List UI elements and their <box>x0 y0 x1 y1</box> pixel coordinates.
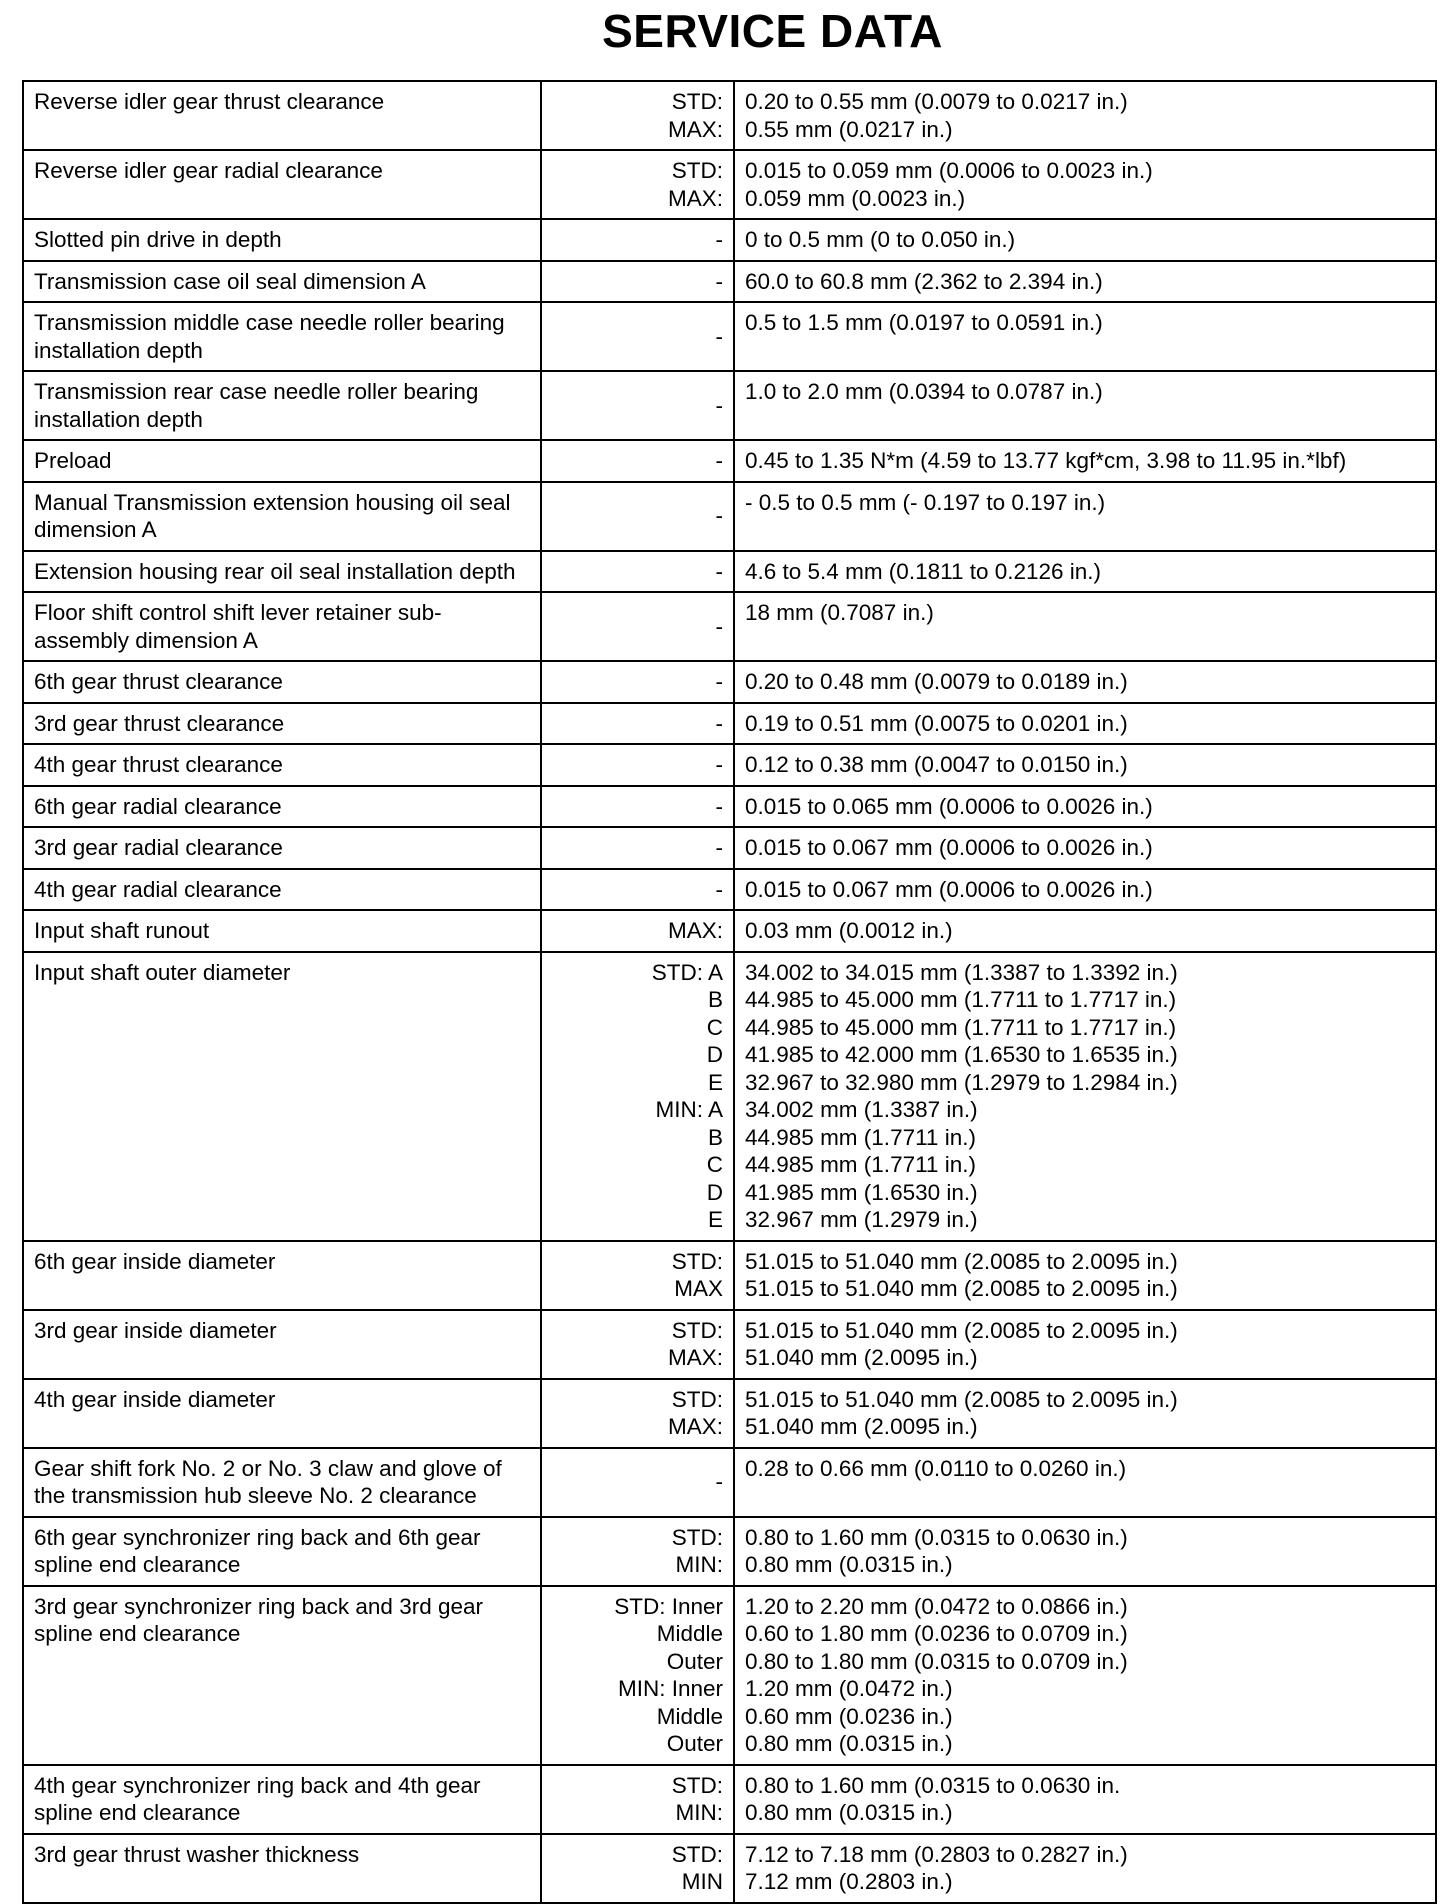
table-row <box>23 371 1436 440</box>
spec-value-cell <box>734 827 1436 869</box>
spec-value: 0.45 to 1.35 N*m (4.59 to 13.77 kgf*cm, 3.98 to 11.95 in.*lbf) <box>745 448 1347 473</box>
spec-value: 7.12 to 7.18 mm (0.2803 to 0.2827 in.) <box>745 1841 1128 1867</box>
spec-value: 0.80 mm (0.0315 in.) <box>745 1552 953 1577</box>
spec-value: 44.985 mm (1.7711 in.) <box>745 1152 976 1177</box>
table-row <box>23 910 1436 952</box>
spec-qualifier: Middle <box>656 1621 723 1646</box>
spec-item: Gear shift fork No. 2 or No. 3 claw and glove of the transmission hub sleeve No. 2 clearance <box>23 1448 541 1517</box>
spec-value: 0.80 to 1.60 mm (0.0315 to 0.0630 in.) <box>745 1524 1128 1550</box>
spec-item: Floor shift control shift lever retainer sub-assembly dimension A <box>23 592 541 661</box>
spec-qualifier: E <box>707 1069 723 1095</box>
spec-value: 41.985 to 42.000 mm (1.6530 to 1.6535 in.) <box>745 1042 1178 1067</box>
spec-value: 0.80 mm (0.0315 in.) <box>745 1731 953 1756</box>
table-row <box>23 1310 1436 1379</box>
spec-value-cell <box>734 81 1436 150</box>
spec-value: 0.015 to 0.065 mm (0.0006 to 0.0026 in.) <box>745 793 1153 819</box>
spec-qualifier: MAX: <box>667 1345 723 1370</box>
spec-value: 51.015 to 51.040 mm (2.0085 to 2.0095 in.) <box>745 1276 1178 1301</box>
spec-value: 0.60 to 1.80 mm (0.0236 to 0.0709 in.) <box>745 1621 1128 1646</box>
spec-value: 51.015 to 51.040 mm (2.0085 to 2.0095 in.) <box>745 1317 1178 1343</box>
table-row <box>23 1241 1436 1310</box>
spec-item: Input shaft runout <box>23 910 541 952</box>
spec-qualifier-cell <box>541 952 734 1241</box>
spec-qualifier: B <box>707 1124 723 1150</box>
spec-qualifier: - <box>715 669 723 694</box>
spec-value-cell <box>734 150 1436 219</box>
spec-value: 0.059 mm (0.0023 in.) <box>745 185 966 211</box>
spec-value: 0.015 to 0.067 mm (0.0006 to 0.0026 in.) <box>745 876 1153 902</box>
spec-value: 0.80 to 1.60 mm (0.0315 to 0.0630 in. <box>745 1772 1121 1798</box>
spec-value: 34.002 mm (1.3387 in.) <box>745 1097 978 1122</box>
spec-item: Preload <box>23 440 541 482</box>
spec-qualifier-cell <box>541 302 734 371</box>
spec-qualifier: STD: Inner <box>614 1593 723 1619</box>
table-row <box>23 81 1436 150</box>
spec-qualifier: C <box>706 1152 723 1177</box>
spec-qualifier-cell <box>541 1517 734 1586</box>
spec-qualifier: D <box>706 1179 723 1205</box>
spec-value: 0.03 mm (0.0012 in.) <box>745 918 953 943</box>
spec-qualifier-cell <box>541 869 734 911</box>
spec-value: 0.80 to 1.80 mm (0.0315 to 0.0709 in.) <box>745 1648 1128 1674</box>
spec-value: 0.5 to 1.5 mm (0.0197 to 0.0591 in.) <box>745 310 1103 335</box>
spec-qualifier: - <box>715 268 723 294</box>
spec-qualifier: MIN: A <box>655 1097 723 1122</box>
spec-qualifier-cell <box>541 703 734 745</box>
spec-item: Reverse idler gear radial clearance <box>23 150 541 219</box>
spec-value-cell <box>734 661 1436 703</box>
spec-value: 0.80 mm (0.0315 in.) <box>745 1800 953 1825</box>
spec-qualifier-cell <box>541 786 734 828</box>
spec-value: 44.985 mm (1.7711 in.) <box>745 1124 976 1150</box>
spec-value: 51.015 to 51.040 mm (2.0085 to 2.0095 in.) <box>745 1386 1178 1412</box>
spec-qualifier: STD: <box>671 1317 723 1343</box>
table-row <box>23 827 1436 869</box>
spec-qualifier: C <box>706 1014 723 1040</box>
spec-qualifier: MIN: <box>675 1800 723 1825</box>
spec-qualifier: STD: <box>671 158 723 183</box>
spec-item: Input shaft outer diameter <box>23 952 541 1241</box>
spec-qualifier-cell <box>541 827 734 869</box>
spec-qualifier: MAX <box>674 1276 723 1301</box>
spec-qualifier: D <box>706 1042 723 1067</box>
spec-qualifier-cell <box>541 219 734 261</box>
service-data-table-body <box>23 81 1436 1903</box>
spec-value-cell <box>734 1517 1436 1586</box>
spec-qualifier: - <box>715 448 723 473</box>
spec-value: 34.002 to 34.015 mm (1.3387 to 1.3392 in.) <box>745 959 1178 985</box>
page-title: SERVICE DATA <box>602 5 943 57</box>
spec-value-cell <box>734 869 1436 911</box>
table-row <box>23 952 1436 1241</box>
spec-item: 3rd gear inside diameter <box>23 1310 541 1379</box>
spec-value-cell <box>734 744 1436 786</box>
spec-value-cell <box>734 482 1436 551</box>
spec-qualifier: MAX: <box>667 918 723 943</box>
table-row <box>23 1379 1436 1448</box>
spec-qualifier-cell <box>541 261 734 303</box>
table-row <box>23 482 1436 551</box>
table-row <box>23 440 1436 482</box>
spec-qualifier: - <box>715 710 723 736</box>
spec-item: 3rd gear thrust clearance <box>23 703 541 745</box>
spec-value: 0.015 to 0.059 mm (0.0006 to 0.0023 in.) <box>745 158 1153 183</box>
spec-value: 0.60 mm (0.0236 in.) <box>745 1703 953 1729</box>
spec-qualifier: STD: <box>671 1386 723 1412</box>
spec-value-cell <box>734 910 1436 952</box>
spec-value-cell <box>734 1379 1436 1448</box>
spec-qualifier-cell <box>541 1448 734 1517</box>
spec-value: 0 to 0.5 mm (0 to 0.050 in.) <box>745 227 1016 252</box>
table-row <box>23 1834 1436 1903</box>
spec-qualifier-cell <box>541 744 734 786</box>
spec-item: 4th gear inside diameter <box>23 1379 541 1448</box>
spec-value-cell <box>734 703 1436 745</box>
spec-value-cell <box>734 1834 1436 1903</box>
spec-item: 3rd gear synchronizer ring back and 3rd gear spline end clearance <box>23 1586 541 1765</box>
spec-value: 44.985 to 45.000 mm (1.7711 to 1.7717 in.) <box>745 987 1177 1012</box>
spec-item: Manual Transmission extension housing oil seal dimension A <box>23 482 541 551</box>
spec-qualifier-cell <box>541 1765 734 1834</box>
spec-value: 41.985 mm (1.6530 in.) <box>745 1179 978 1205</box>
spec-qualifier-cell <box>541 1241 734 1310</box>
spec-qualifier: STD: A <box>651 959 723 985</box>
spec-qualifier: - <box>715 227 723 252</box>
spec-qualifier-cell <box>541 551 734 593</box>
spec-value-cell <box>734 551 1436 593</box>
spec-qualifier: STD: <box>671 1772 723 1798</box>
table-row <box>23 219 1436 261</box>
spec-item: 6th gear inside diameter <box>23 1241 541 1310</box>
spec-qualifier: MIN: <box>675 1552 723 1577</box>
table-row <box>23 302 1436 371</box>
spec-qualifier-cell <box>541 440 734 482</box>
spec-qualifier: STD: <box>671 1524 723 1550</box>
spec-value: 0.015 to 0.067 mm (0.0006 to 0.0026 in.) <box>745 835 1153 860</box>
spec-value-cell <box>734 371 1436 440</box>
spec-value: 18 mm (0.7087 in.) <box>745 600 934 625</box>
spec-value: 32.967 mm (1.2979 in.) <box>745 1207 978 1232</box>
table-row <box>23 150 1436 219</box>
spec-qualifier: MAX: <box>667 185 723 211</box>
table-row <box>23 261 1436 303</box>
spec-qualifier-cell <box>541 661 734 703</box>
spec-value-cell <box>734 1310 1436 1379</box>
spec-qualifier: - <box>715 613 723 639</box>
spec-qualifier: E <box>707 1207 723 1232</box>
spec-qualifier-cell <box>541 150 734 219</box>
spec-qualifier: STD: <box>671 1841 723 1867</box>
spec-qualifier: Outer <box>666 1648 723 1674</box>
spec-value: 1.0 to 2.0 mm (0.0394 to 0.0787 in.) <box>745 379 1103 404</box>
spec-value: 51.040 mm (2.0095 in.) <box>745 1414 978 1439</box>
spec-item: 3rd gear radial clearance <box>23 827 541 869</box>
spec-qualifier: Middle <box>656 1703 723 1729</box>
spec-item: 4th gear thrust clearance <box>23 744 541 786</box>
spec-value: 0.20 to 0.55 mm (0.0079 to 0.0217 in.) <box>745 89 1128 114</box>
spec-qualifier-cell <box>541 81 734 150</box>
spec-value: 0.20 to 0.48 mm (0.0079 to 0.0189 in.) <box>745 669 1128 694</box>
spec-qualifier: - <box>715 503 723 529</box>
spec-qualifier-cell <box>541 1379 734 1448</box>
spec-qualifier: - <box>715 835 723 860</box>
spec-value-cell <box>734 1586 1436 1765</box>
spec-qualifier: MIN <box>681 1869 723 1894</box>
spec-qualifier: STD: <box>671 1248 723 1274</box>
spec-value-cell <box>734 1765 1436 1834</box>
spec-qualifier: Outer <box>666 1731 723 1756</box>
spec-value: 1.20 to 2.20 mm (0.0472 to 0.0866 in.) <box>745 1593 1128 1619</box>
table-row <box>23 1517 1436 1586</box>
spec-value: 0.19 to 0.51 mm (0.0075 to 0.0201 in.) <box>745 710 1128 736</box>
spec-qualifier-cell <box>541 910 734 952</box>
spec-value: 0.28 to 0.66 mm (0.0110 to 0.0260 in.) <box>745 1455 1127 1481</box>
table-row <box>23 703 1436 745</box>
spec-value: 0.12 to 0.38 mm (0.0047 to 0.0150 in.) <box>745 752 1128 777</box>
table-row <box>23 661 1436 703</box>
table-row <box>23 1586 1436 1765</box>
spec-item: Transmission rear case needle roller bearing installation depth <box>23 371 541 440</box>
spec-item: Reverse idler gear thrust clearance <box>23 81 541 150</box>
spec-qualifier-cell <box>541 482 734 551</box>
spec-item: 4th gear radial clearance <box>23 869 541 911</box>
spec-item: Slotted pin drive in depth <box>23 219 541 261</box>
spec-qualifier: MAX: <box>667 1414 723 1439</box>
spec-item: 6th gear thrust clearance <box>23 661 541 703</box>
spec-qualifier-cell <box>541 371 734 440</box>
spec-qualifier: - <box>715 752 723 777</box>
spec-value-cell <box>734 952 1436 1241</box>
spec-value-cell <box>734 302 1436 371</box>
spec-value: 44.985 to 45.000 mm (1.7711 to 1.7717 in.) <box>745 1014 1177 1040</box>
spec-value: 4.6 to 5.4 mm (0.1811 to 0.2126 in.) <box>745 558 1102 584</box>
spec-value-cell <box>734 261 1436 303</box>
spec-value: 0.55 mm (0.0217 in.) <box>745 116 953 142</box>
spec-item: 6th gear radial clearance <box>23 786 541 828</box>
spec-value-cell <box>734 440 1436 482</box>
spec-item: Extension housing rear oil seal installation depth <box>23 551 541 593</box>
spec-item: Transmission case oil seal dimension A <box>23 261 541 303</box>
spec-value-cell <box>734 1448 1436 1517</box>
spec-value: 51.015 to 51.040 mm (2.0085 to 2.0095 in.) <box>745 1248 1178 1274</box>
spec-value: 32.967 to 32.980 mm (1.2979 to 1.2984 in.) <box>745 1069 1178 1095</box>
spec-value-cell <box>734 786 1436 828</box>
spec-qualifier-cell <box>541 1310 734 1379</box>
spec-qualifier: - <box>715 323 723 349</box>
spec-qualifier: MIN: Inner <box>617 1676 723 1701</box>
table-row <box>23 592 1436 661</box>
spec-value: 60.0 to 60.8 mm (2.362 to 2.394 in.) <box>745 268 1103 294</box>
spec-value-cell <box>734 1241 1436 1310</box>
spec-item: 3rd gear thrust washer thickness <box>23 1834 541 1903</box>
spec-qualifier-cell <box>541 592 734 661</box>
table-row <box>23 551 1436 593</box>
spec-qualifier: - <box>715 558 723 584</box>
spec-qualifier: - <box>715 876 723 902</box>
table-row <box>23 786 1436 828</box>
spec-value: 51.040 mm (2.0095 in.) <box>745 1345 978 1370</box>
spec-value-cell <box>734 592 1436 661</box>
spec-qualifier: - <box>715 392 723 418</box>
spec-item: Transmission middle case needle roller bearing installation depth <box>23 302 541 371</box>
spec-item: 6th gear synchronizer ring back and 6th gear spline end clearance <box>23 1517 541 1586</box>
spec-value: - 0.5 to 0.5 mm (- 0.197 to 0.197 in.) <box>745 489 1106 515</box>
spec-item: 4th gear synchronizer ring back and 4th gear spline end clearance <box>23 1765 541 1834</box>
spec-qualifier-cell <box>541 1834 734 1903</box>
spec-qualifier-cell <box>541 1586 734 1765</box>
spec-qualifier: B <box>707 987 723 1012</box>
spec-value: 7.12 mm (0.2803 in.) <box>745 1869 953 1894</box>
spec-qualifier: STD: <box>671 89 723 114</box>
table-row <box>23 1448 1436 1517</box>
spec-qualifier: - <box>715 1469 723 1495</box>
spec-value-cell <box>734 219 1436 261</box>
service-data-table <box>22 80 1437 1904</box>
spec-value: 1.20 mm (0.0472 in.) <box>745 1676 953 1701</box>
spec-qualifier: MAX: <box>667 116 723 142</box>
table-row <box>23 869 1436 911</box>
table-row <box>23 744 1436 786</box>
table-row <box>23 1765 1436 1834</box>
spec-qualifier: - <box>715 793 723 819</box>
